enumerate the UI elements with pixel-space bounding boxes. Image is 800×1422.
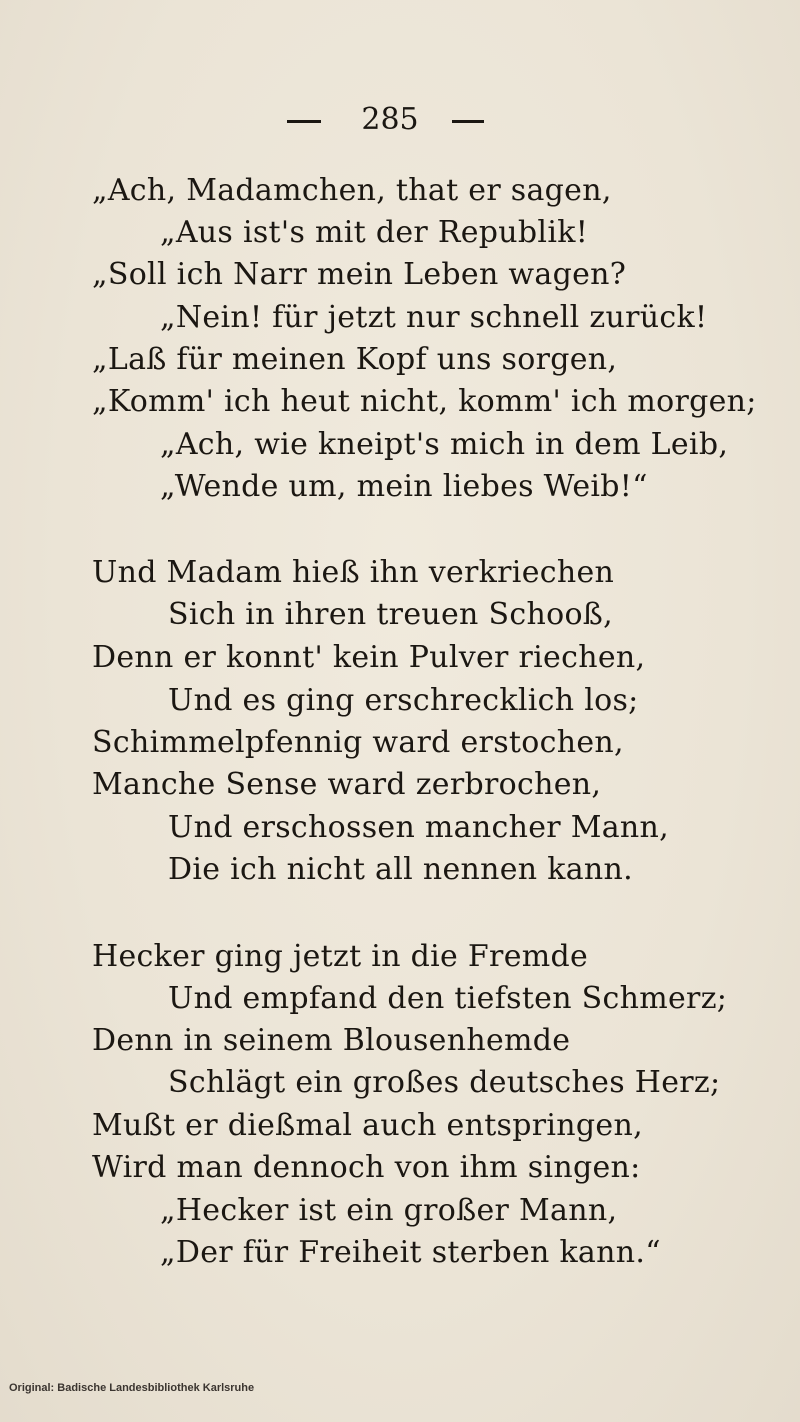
poem-line: Manche Sense ward zerbrochen, <box>92 767 602 802</box>
page-number: 285 <box>361 102 419 137</box>
header-dash-right <box>452 120 484 123</box>
poem-line: Mußt er dießmal auch entspringen, <box>92 1108 643 1143</box>
poem-line: Wird man dennoch von ihm singen: <box>92 1150 641 1185</box>
poem-line: „Komm' ich heut nicht, komm' ich morgen; <box>92 384 757 419</box>
header-dash-left <box>287 120 321 123</box>
library-attribution: Original: Badische Landesbibliothek Karlsruhe <box>9 1382 255 1394</box>
poem-line: Denn in seinem Blousenhemde <box>92 1023 571 1058</box>
poem-line: Schlägt ein großes deutsches Herz; <box>168 1065 721 1100</box>
page-header <box>0 98 800 142</box>
poem-line: Schimmelpfennig ward erstochen, <box>92 725 624 760</box>
poem-line: Sich in ihren treuen Schooß, <box>168 597 613 632</box>
poem-line: „Ach, Madamchen, that er sagen, <box>92 173 612 208</box>
poem-line: „Nein! für jetzt nur schnell zurück! <box>160 300 708 335</box>
poem-line: „Hecker ist ein großer Mann, <box>160 1193 618 1228</box>
poem-line: Und Madam hieß ihn verkriechen <box>92 555 615 590</box>
poem-line: Und es ging erschrecklich los; <box>168 683 639 718</box>
poem-line: Und erschossen mancher Mann, <box>168 810 670 845</box>
poem-line: Denn er konnt' kein Pulver riechen, <box>92 640 646 675</box>
poem-line: „Soll ich Narr mein Leben wagen? <box>92 257 627 292</box>
poem-line: Und empfand den tiefsten Schmerz; <box>168 981 728 1016</box>
poem-line: Die ich nicht all nennen kann. <box>168 852 634 887</box>
poem-line: „Laß für meinen Kopf uns sorgen, <box>92 342 618 377</box>
poem-line: „Wende um, mein liebes Weib!“ <box>160 469 648 504</box>
poem-line: „Aus ist's mit der Republik! <box>160 215 589 250</box>
poem-line: „Der für Freiheit sterben kann.“ <box>160 1235 661 1270</box>
poem-line: „Ach, wie kneipt's mich in dem Leib, <box>160 427 729 462</box>
poem-line: Hecker ging jetzt in die Fremde <box>92 939 589 974</box>
